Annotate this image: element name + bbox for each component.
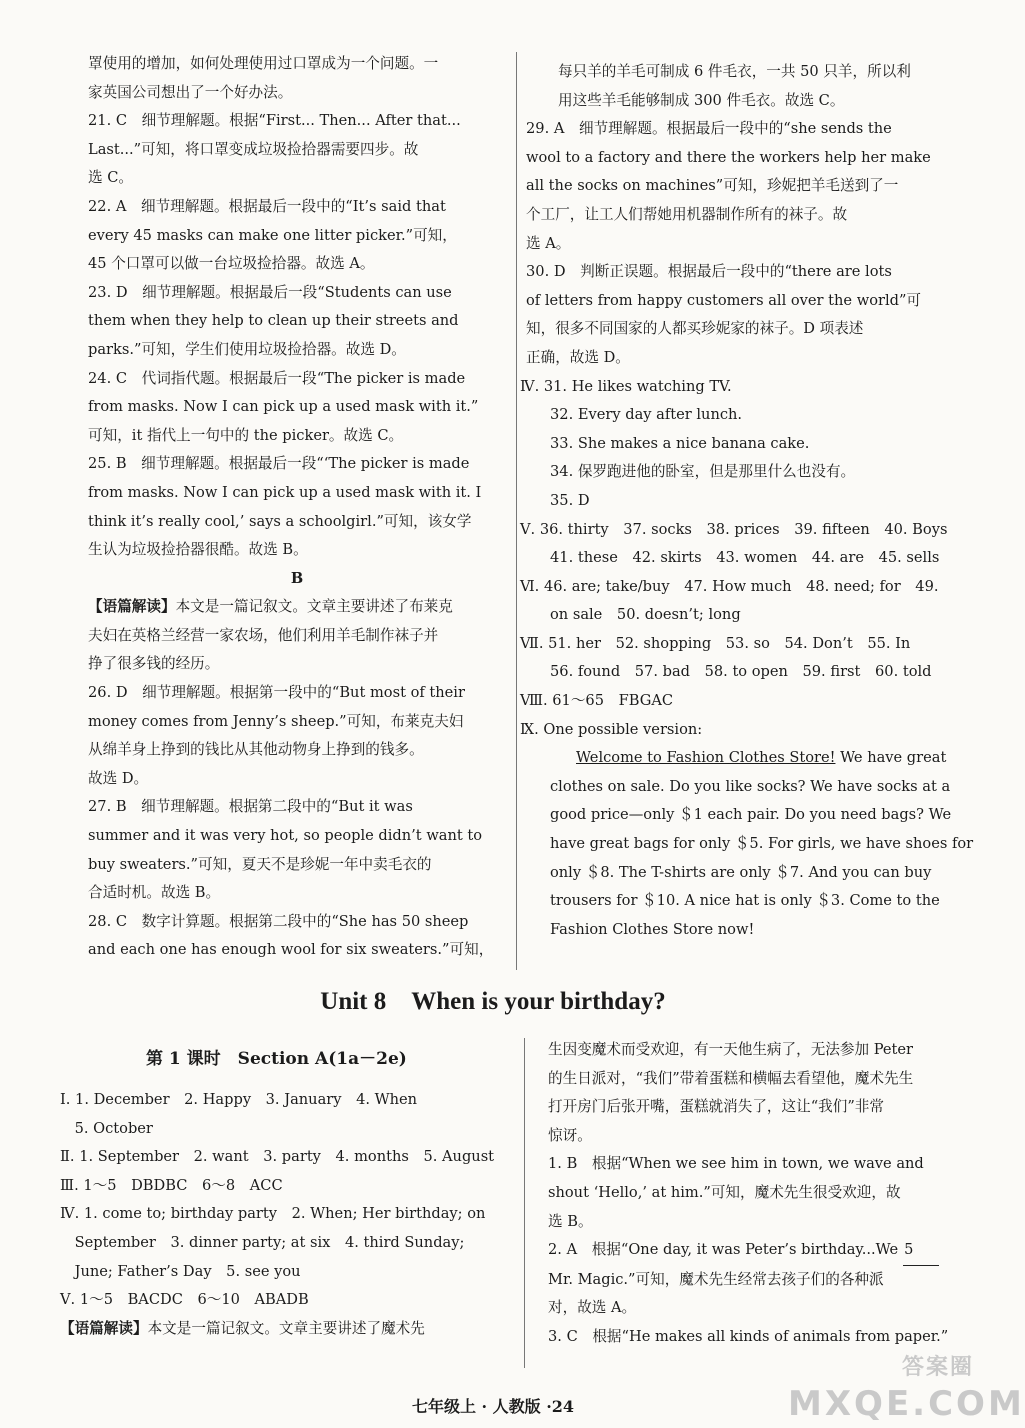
lesson-answer-1	[548, 1150, 960, 1236]
answer-line: 30. D 判断正误题。根据最后一段中的“there are lots	[526, 263, 892, 281]
column-divider	[524, 1038, 525, 1368]
analysis-line: 生因变魔术而受欢迎，有一天他生病了，无法参加 Peter	[548, 1041, 913, 1058]
answer-line: 33. She makes a nice banana cake.	[550, 434, 810, 452]
answer-24	[88, 365, 506, 451]
answer-blank: 5	[903, 1236, 939, 1266]
analysis-line: 惊讶。	[548, 1126, 592, 1144]
answer-line: 选 B。	[548, 1212, 593, 1230]
answer-line: Ⅶ. 51. her 52. shopping 53. so 54. Don’t 55. In	[520, 634, 911, 652]
watermark-logo	[788, 1350, 1025, 1424]
answer-23	[88, 279, 506, 365]
answer-line: 生认为垃圾捡拾器很酷。故选 B。	[88, 541, 308, 559]
answer-line: 知，很多不同国家的人都买珍妮家的袜子。D 项表述	[526, 320, 864, 338]
section-vii	[520, 630, 958, 687]
section-v	[520, 516, 958, 573]
analysis-line: 打开房门后张开嘴，蛋糕就消失了，这让“我们”非常	[548, 1098, 884, 1116]
answer-28-continued	[526, 58, 958, 115]
answer-line: Ⅳ. 31. He likes watching TV.	[520, 377, 732, 395]
answer-28	[88, 908, 506, 965]
answer-line: 5. October	[60, 1119, 153, 1137]
essay-line: have great bags for only ＄5. For girls, we have shoes for	[550, 835, 974, 853]
answer-line: 41. these 42. skirts 43. women 44. are 45. sells	[550, 549, 940, 567]
answer-line: from masks. Now I can pick up a used mask with it.”	[88, 398, 479, 416]
analysis-tag: 【语篇解读】	[88, 598, 176, 616]
answer-line: 23. D 细节理解题。根据最后一段“Students can use	[88, 283, 452, 301]
answer-line: 对，故选 A。	[548, 1299, 637, 1317]
answer-line: 34. 保罗跑进他的卧室，但是那里什么也没有。	[550, 463, 856, 481]
lesson-answer-3: 3. C 根据“He makes all kinds of animals from paper.”	[548, 1327, 949, 1345]
answer-26	[88, 679, 506, 793]
answer-line: 选 A。	[526, 234, 571, 252]
answer-line: 25. B 细节理解题。根据最后一段“‘The picker is made	[88, 455, 470, 473]
lesson-left-column	[60, 1086, 508, 1343]
answer-line: Ⅳ. 1. come to; birthday party 2. When; Her birthday; on	[60, 1205, 486, 1223]
answer-21	[88, 107, 506, 193]
answer-line: 35. D	[550, 491, 590, 509]
answer-line: 21. C 细节理解题。根据“First... Then... After that...	[88, 112, 461, 130]
essay-line: only ＄8. The T-shirts are only ＄7. And you can buy	[550, 863, 932, 881]
answer-line: 故选 D。	[88, 769, 149, 787]
section-b-heading: B	[290, 569, 304, 587]
text-line: 罩使用的增加，如何处理使用过口罩成为一个问题。一	[88, 55, 439, 72]
answer-line: Ⅸ. One possible version:	[520, 720, 703, 738]
answer-line: 27. B 细节理解题。根据第二段中的“But it was	[88, 798, 413, 816]
answer-line: September 3. dinner party; at six 4. third Sunday;	[60, 1233, 465, 1251]
answer-line: think it’s really cool,’ says a schoolgirl.”可知，该女学	[88, 512, 472, 530]
answer-29	[526, 115, 958, 258]
answer-line: 可知，it 指代上一句中的 the picker。故选 C。	[88, 426, 404, 444]
watermark-text: 答案圈	[901, 1355, 974, 1380]
essay-line: good price—only ＄1 each pair. Do you need bags? We	[550, 806, 952, 824]
answer-line: Ⅰ. 1. December 2. Happy 3. January 4. When	[60, 1091, 418, 1108]
answer-line: Ⅵ. 46. are; take/buy 47. How much 48. need; for 49.	[520, 577, 939, 595]
answer-line: Ⅱ. 1. September 2. want 3. party 4. months 5. August	[60, 1148, 495, 1166]
analysis-line: 挣了很多钱的经历。	[88, 655, 220, 673]
answer-line: 28. C 数字计算题。根据第二段中的“She has 50 sheep	[88, 912, 469, 930]
answer-line: them when they help to clean up their streets and	[88, 312, 459, 330]
answer-line: 正确，故选 D。	[526, 348, 630, 366]
answer-line: Mr. Magic.”可知，魔术先生经常去孩子们的各种派	[548, 1270, 884, 1288]
answer-line: Ⅴ. 1～5 BACDC 6～10 ABADB	[60, 1291, 309, 1309]
answer-line: Ⅴ. 36. thirty 37. socks 38. prices 39. fifteen 40. Boys	[520, 520, 948, 538]
answer-line: money comes from Jenny’s sheep.”可知，布莱克夫妇	[88, 712, 464, 730]
unit-title: Unit 8 When is your birthday?	[320, 988, 666, 1015]
analysis-line: 本文是一篇记叙文。文章主要讲述了布莱克	[175, 598, 453, 616]
essay-line: clothes on sale. Do you like socks? We have socks at a	[550, 777, 951, 795]
lesson-answer-2	[548, 1236, 960, 1323]
answer-line: 24. C 代词指代题。根据最后一段“The picker is made	[88, 369, 466, 387]
section-vi	[520, 573, 958, 630]
answer-line: all the socks on machines”可知，珍妮把羊毛送到了一	[526, 177, 899, 195]
answer-line: shout ‘Hello,’ at him.”可知，魔术先生很受欢迎，故	[548, 1183, 901, 1201]
answer-line: buy sweaters.”可知，夏天不是珍妮一年中卖毛衣的	[88, 855, 432, 873]
answer-line: 29. A 细节理解题。根据最后一段中的“she sends the	[526, 120, 892, 138]
page-footer: 七年级上 · 人教版 ·24	[411, 1397, 575, 1416]
essay-line: Fashion Clothes Store now!	[550, 920, 755, 938]
column-divider	[516, 52, 517, 970]
lesson-title: 第 1 课时 Section A(1a－2e)	[146, 1049, 407, 1069]
answer-line: 32. Every day after lunch.	[550, 406, 743, 424]
answer-line: Last...”可知，将口罩变成垃圾捡拾器需要四步。故	[88, 140, 419, 158]
answer-line: Ⅲ. 1～5 DBDBC 6～8 ACC	[60, 1176, 283, 1194]
essay-line: trousers for ＄10. A nice hat is only ＄3. Come to the	[550, 892, 940, 910]
answer-line: 合适时机。故选 B。	[88, 884, 221, 902]
answer-line: 每只羊的羊毛可制成 6 件毛衣，一共 50 只羊，所以利	[558, 63, 911, 80]
analysis-line: 本文是一篇记叙文。文章主要讲述了魔术先	[147, 1319, 425, 1337]
answer-line: summer and it was very hot, so people didn’t want to	[88, 827, 483, 845]
essay-title: Welcome to Fashion Clothes Store!	[576, 749, 836, 767]
answer-27	[88, 793, 506, 907]
analysis-line: 夫妇在英格兰经营一家农场，他们利用羊毛制作袜子并	[88, 626, 439, 644]
answer-25	[88, 450, 506, 564]
watermark-text: MXQE.COM	[788, 1384, 1025, 1424]
answer-line: from masks. Now I can pick up a used mask with it. I	[88, 483, 482, 501]
analysis-tag: 【语篇解读】	[60, 1319, 148, 1337]
section-viii: Ⅷ. 61～65 FBGAC	[520, 692, 674, 710]
answer-line: 45 个口罩可以做一台垃圾捡拾器。故选 A。	[88, 255, 375, 273]
answer-text: 2. A 根据“One day, it was Peter’s birthday...We	[548, 1241, 903, 1259]
lesson-right-column	[548, 1036, 960, 1352]
analysis-b	[88, 593, 506, 679]
answer-line: 用这些羊毛能够制成 300 件毛衣。故选 C。	[558, 91, 845, 109]
answer-line: 22. A 细节理解题。根据最后一段中的“It’s said that	[88, 197, 446, 215]
answer-line: on sale 50. doesn’t; long	[550, 606, 741, 624]
text-line: 家英国公司想出了一个好办法。	[88, 83, 293, 101]
left-column	[88, 50, 506, 965]
answer-line: 56. found 57. bad 58. to open 59. first 60. told	[550, 663, 932, 681]
answer-line: and each one has enough wool for six sweaters.”可知，	[88, 941, 494, 959]
section-iv	[520, 373, 958, 516]
answer-line: of letters from happy customers all over the world”可	[526, 291, 922, 309]
essay-text: We have great	[835, 749, 947, 767]
answer-line: wool to a factory and there the workers help her make	[526, 148, 931, 166]
answer-line: 选 C。	[88, 169, 133, 187]
section-ix	[520, 716, 974, 945]
answer-line: 个工厂，让工人们帮她用机器制作所有的袜子。故	[526, 205, 848, 223]
analysis-line: 的生日派对，“我们”带着蛋糕和横幅去看望他，魔术先生	[548, 1069, 914, 1087]
answer-line: June; Father’s Day 5. see you	[60, 1262, 301, 1280]
answer-22	[88, 193, 506, 279]
answer-line: 26. D 细节理解题。根据第一段中的“But most of their	[88, 684, 465, 702]
right-column	[520, 58, 974, 944]
answer-line: parks.”可知，学生们使用垃圾捡拾器。故选 D。	[88, 340, 406, 358]
answer-30	[526, 258, 958, 372]
answer-line: every 45 masks can make one litter picker.”可知，	[88, 226, 457, 244]
answer-line: 1. B 根据“When we see him in town, we wave and	[548, 1155, 924, 1173]
answer-line: 从绵羊身上挣到的钱比从其他动物身上挣到的钱多。	[88, 741, 424, 759]
